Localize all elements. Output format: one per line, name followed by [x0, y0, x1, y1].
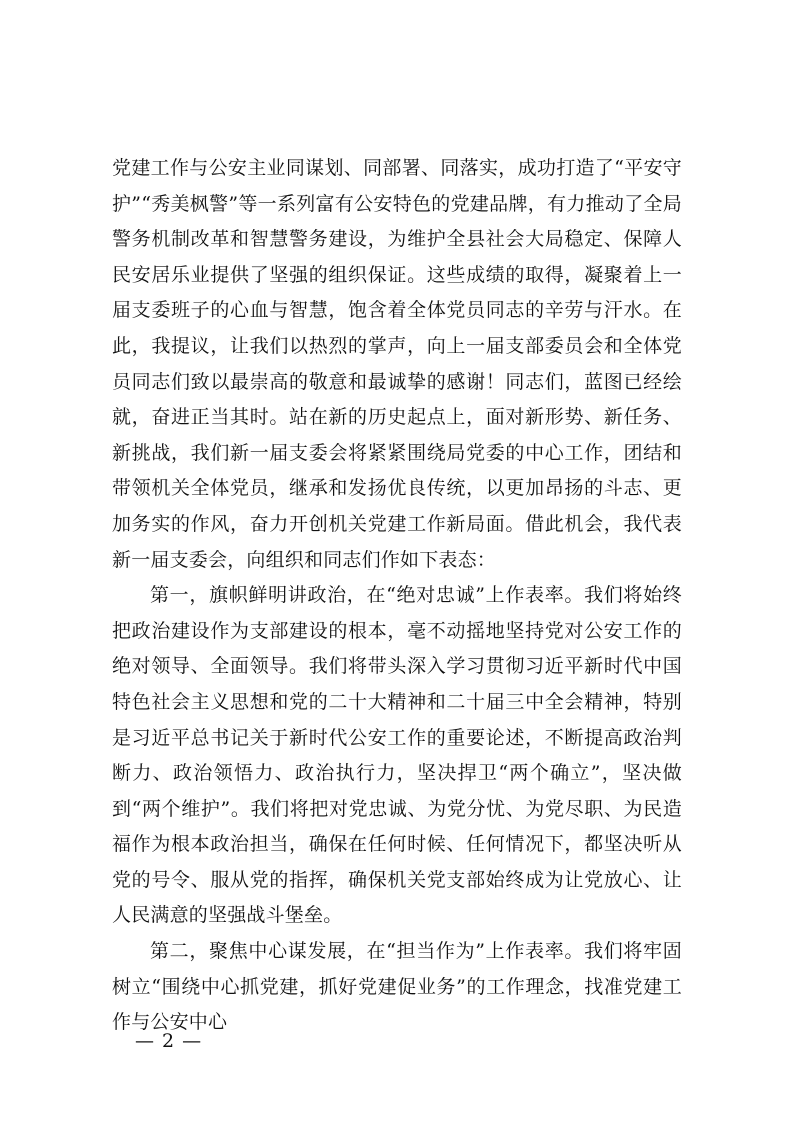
body-text [112, 151, 682, 1041]
paragraph-continuation: 党建工作与公安主业同谋划、同部署、同落实，成功打造了“平安守护”“秀美枫警”等一系列富有公安特色的党建品牌，有力推动了全局警务机制改革和智慧警务建设，为维护全县社会大局稳定、保障人民安居乐业提供了坚强的组织保证。这些成绩的取得，凝聚着上一届支委班子的心血与智慧，饱含着全体党员同志的辛劳与汗水。在此，我提议，让我们以热烈的掌声，向上一届支部委员会和全体党员同志们致以最崇高的敬意和最诚挚的感谢！同志们，蓝图已经绘就，奋进正当其时。站在新的历史起点上，面对新形势、新任务、新挑战，我们新一届支委会将紧紧围绕局党委的中心工作，团结和带领机关全体党员，继承和发扬优良传统，以更加昂扬的斗志、更加务实的作风，奋力开创机关党建工作新局面。借此机会，我代表新一届支委会，向组织和同志们作如下表态： [112, 157, 682, 571]
paragraph-first-point: 第一，旗帜鲜明讲政治，在“绝对忠诚”上作表率。我们将始终把政治建设作为支部建设的根本，毫不动摇地坚持党对公安工作的绝对领导、全面领导。我们将带头深入学习贯彻习近平新时代中国特色社会主义思想和党的二十大精神和二十届三中全会精神，特别是习近平总书记关于新时代公安工作的重要论述，不断提高政治判断力、政治领悟力、政治执行力，坚决捍卫“两个确立”，坚决做到“两个维护”。我们将把对党忠诚、为党分忧、为党尽职、为民造福作为根本政治担当，确保在任何时候、任何情况下，都坚决听从党的号令、服从党的指挥，确保机关党支部始终成为让党放心、让人民满意的坚强战斗堡垒。 [112, 584, 682, 927]
paragraph-second-point: 第二，聚焦中心谋发展，在“担当作为”上作表率。我们将牢固树立“围绕中心抓党建，抓好党建促业务”的工作理念，找准党建工作与公安中心 [112, 940, 682, 1034]
page-number: — 2 — [135, 1030, 203, 1052]
